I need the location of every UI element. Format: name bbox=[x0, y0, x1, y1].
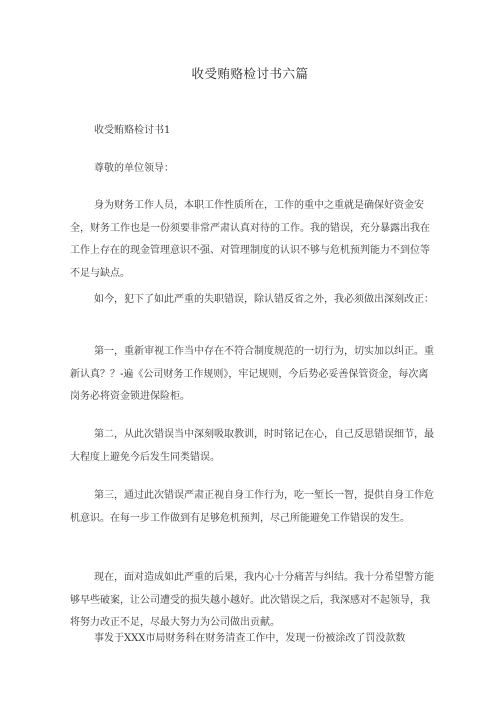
section-heading: 收受贿赂检讨书1 bbox=[94, 125, 171, 136]
body-paragraph: 事发于XXX市局财务科在财务清查工作中，发现一份被涂改了罚没款数 bbox=[94, 633, 406, 644]
body-paragraph: 第三，通过此次错误严肃正视自身工作行为，吃一堑长一智，提供自身工作危机意识。在每一步工作做到有足够危机预判，尽己所能避免工作错误的发生。 bbox=[70, 490, 434, 524]
body-paragraph: 现在，面对造成如此严重的后果，我内心十分痛苦与纠结。我十分希望警方能够早些破案，让公司遭受的损失越小越好。此次错误之后，我深感对不起领导，我将努力改正不足，尽最大努力为公司做出贡献。 bbox=[70, 572, 434, 628]
document-title: 收受贿赂检讨书六篇 bbox=[191, 66, 309, 81]
body-paragraph: 如今，犯下了如此严重的失职错误，除认错反省之外，我必须做出深刻改正： bbox=[94, 294, 434, 305]
body-paragraph: 第一，重新审视工作当中存在不符合制度规范的一切行为，切实加以纠正。重新认真？？-遍《公司财务工作规则》，牢记规则，今后势必妥善保管资金，每次离岗务必将资金锁进保险柜。 bbox=[70, 346, 434, 402]
body-paragraph: 第二，从此次错误当中深刻吸取教训，时时铭记在心，自己反思错误细节，最大程度上避免今后发生同类错误。 bbox=[70, 429, 434, 463]
salutation: 尊敬的单位领导： bbox=[94, 163, 174, 174]
body-paragraph: 身为财务工作人员，本职工作性质所在，工作的重中之重就是确保好资金安全，财务工作也是一份须要非常严肃认真对待的工作。我的错误，充分暴露出我在工作上存在的现金管理意识不强、对管理制度的认识不够与危机预判能力不到位等不足与缺点。 bbox=[70, 200, 430, 279]
